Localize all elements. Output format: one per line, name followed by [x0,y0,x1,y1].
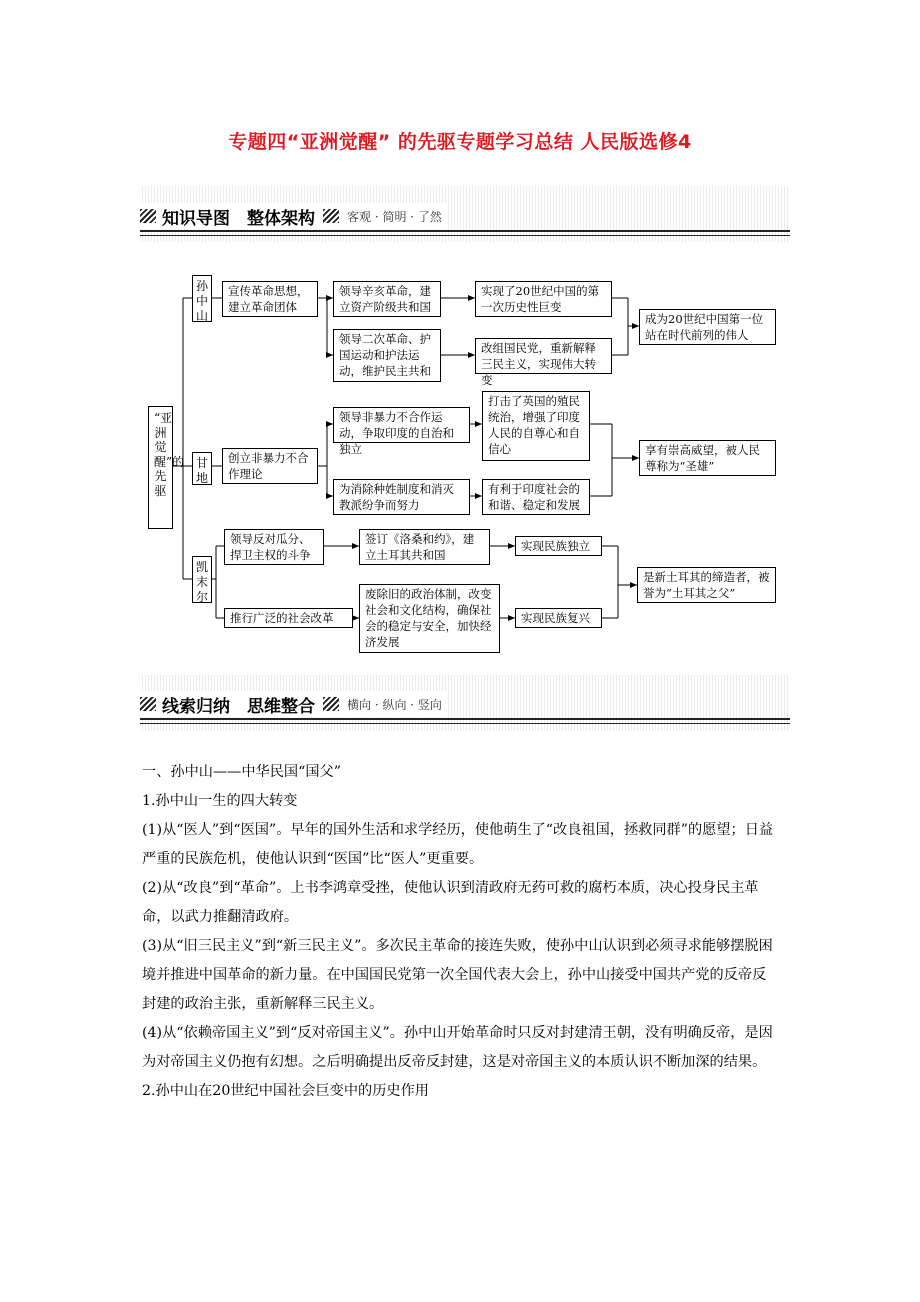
sun-node-a1: 宣传革命思想，建立革命团体 [222,281,318,317]
sun-node-b2: 领导二次革命、护国运动和护法运动，维护民主共和 [333,329,441,382]
sun-node-c1: 实现了20世纪中国的第一次历史性巨变 [475,281,612,317]
gandhi-node-b1: 领导非暴力不合作运动，争取印度的自治和独立 [333,407,470,443]
sun-node-c2: 改组国民党，重新解释三民主义，实现伟大转变 [475,338,612,374]
section-header-clue-summary [140,688,790,720]
subheading-four-changes: 1.孙中山一生的四大转变 [142,793,298,809]
root-node: “亚洲觉醒”的先驱 [148,406,173,529]
sun-node-d: 成为20世纪中国第一位站在时代前列的伟人 [639,309,776,345]
subheading-historical-role: 2.孙中山在20世纪中国社会巨变中的历史作用 [142,1083,429,1099]
hatch-icon [140,697,156,711]
paragraph-4: (4)从“依赖帝国主义”到“反对帝国主义”。孙中山开始革命时只反对封建清王朝，没有明确反帝，是因为对帝国主义仍抱有幻想。之后明确提出反帝反封建，这是对帝国主义的本质认识不断加深的结果。 [142,1025,773,1070]
kemal-node-c2: 实现民族复兴 [515,608,602,628]
paragraph-3: (3)从“旧三民主义”到“新三民主义”。多次民主革命的接连失败，使孙中山认识到必须寻求能够摆脱困境并推进中国革命的新力量。在中国国民党第一次全国代表大会上，孙中山接受中国共产党的反帝反封建的政治主张，重新解释三民主义。 [142,938,773,1012]
kemal-node-b2: 废除旧的政治体制，改变社会和文化结构，确保社会的稳定与安全，加快经济发展 [359,584,500,653]
heading-sun-yat-sen: 一、孙中山——中华民国“国父” [142,764,341,780]
body-content [142,758,780,1106]
section-title: 线索归纳 思维整合 [162,696,315,717]
kemal-node-d: 是新土耳其的缔造者，被誉为“土耳其之父” [637,567,776,603]
paragraph-1: (1)从“医人”到“医国”。早年的国外生活和求学经历，使他萌生了“改良祖国，拯救同群”的愿望；日益严重的民族危机，使他认识到“医国”比“医人”更重要。 [142,822,774,867]
person-kemal: 凯末尔 [192,556,212,603]
kemal-node-a2: 推行广泛的社会改革 [224,608,353,628]
section-subtitle: 横向 · 纵向 · 竖向 [347,697,442,712]
sun-node-b1: 领导辛亥革命，建立资产阶级共和国 [333,281,441,317]
kemal-node-b1: 签订《洛桑和约》，建立土耳其共和国 [359,529,490,565]
section-subtitle: 客观 · 简明 · 了然 [347,209,442,224]
paragraph-2: (2)从“改良”到“革命”。上书李鸿章受挫，使他认识到清政府无药可救的腐朽本质，决心投身民主革命，以武力推翻清政府。 [142,880,759,925]
hatch-icon [323,697,339,711]
person-gandhi: 甘地 [192,452,212,485]
document-title: 专题四“亚洲觉醒” 的先驱专题学习总结 人民版选修4 [228,131,692,153]
gandhi-node-d: 享有崇高威望，被人民尊称为“圣雄” [639,440,776,476]
gandhi-node-b2: 为消除种姓制度和消灭教派纷争而努力 [333,479,470,515]
person-sun-yat-sen: 孙中山 [192,275,212,322]
kemal-node-a1: 领导反对瓜分、捍卫主权的斗争 [224,529,324,565]
gandhi-node-a1: 创立非暴力不合作理论 [222,448,318,484]
gandhi-node-c1: 打击了英国的殖民统治，增强了印度人民的自尊心和自信心 [482,391,590,461]
gandhi-node-c2: 有利于印度社会的和谐、稳定和发展 [482,479,590,515]
section-title: 知识导图 整体架构 [162,208,315,229]
kemal-node-c1: 实现民族独立 [515,536,602,556]
